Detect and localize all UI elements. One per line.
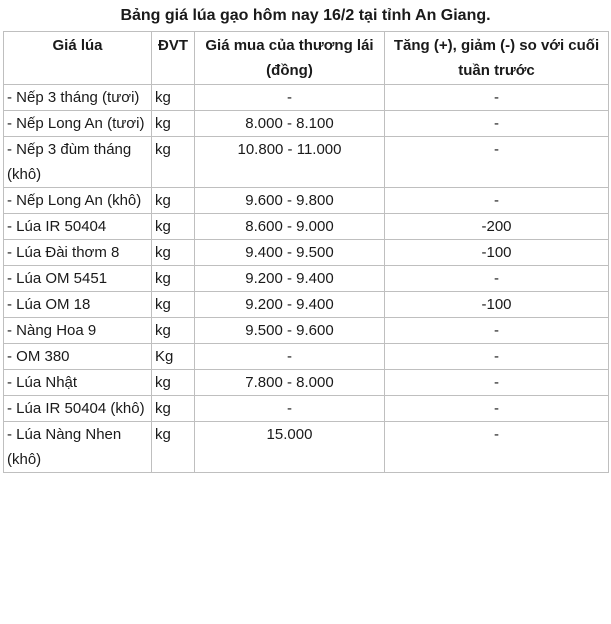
cell-price: 7.800 - 8.000	[195, 370, 385, 396]
cell-change: -	[385, 318, 609, 344]
table-row	[4, 318, 609, 344]
cell-change: -100	[385, 240, 609, 266]
cell-price: 9.600 - 9.800	[195, 188, 385, 214]
cell-price: 9.200 - 9.400	[195, 266, 385, 292]
cell-price: 10.800 - 11.000	[195, 137, 385, 188]
cell-name: - Lúa OM 18	[4, 292, 152, 318]
cell-name: - Lúa Nhật	[4, 370, 152, 396]
cell-unit: kg	[152, 214, 195, 240]
table-row	[4, 111, 609, 137]
cell-change: -100	[385, 292, 609, 318]
table-row	[4, 396, 609, 422]
cell-name: - Lúa Nàng Nhen (khô)	[4, 422, 152, 473]
cell-unit: Kg	[152, 344, 195, 370]
cell-unit: kg	[152, 85, 195, 111]
table-header-row	[4, 32, 609, 85]
table-row	[4, 266, 609, 292]
cell-change: -	[385, 111, 609, 137]
cell-name: - Lúa IR 50404	[4, 214, 152, 240]
table-row	[4, 137, 609, 188]
cell-change: -	[385, 344, 609, 370]
cell-change: -	[385, 137, 609, 188]
cell-price: 9.500 - 9.600	[195, 318, 385, 344]
cell-price: 9.400 - 9.500	[195, 240, 385, 266]
cell-name: - OM 380	[4, 344, 152, 370]
header-name: Giá lúa	[4, 32, 152, 85]
cell-name: - Nếp Long An (tươi)	[4, 111, 152, 137]
cell-change: -	[385, 266, 609, 292]
rice-price-table	[3, 31, 609, 473]
cell-unit: kg	[152, 266, 195, 292]
table-row	[4, 292, 609, 318]
cell-change: -200	[385, 214, 609, 240]
cell-unit: kg	[152, 240, 195, 266]
cell-change: -	[385, 396, 609, 422]
cell-name: - Nếp 3 đùm tháng (khô)	[4, 137, 152, 188]
cell-unit: kg	[152, 292, 195, 318]
cell-name: - Lúa Đài thơm 8	[4, 240, 152, 266]
cell-price: -	[195, 396, 385, 422]
cell-change: -	[385, 85, 609, 111]
header-unit: ĐVT	[152, 32, 195, 85]
cell-unit: kg	[152, 422, 195, 473]
table-row	[4, 85, 609, 111]
cell-change: -	[385, 188, 609, 214]
cell-name: - Nếp 3 tháng (tươi)	[4, 85, 152, 111]
cell-unit: kg	[152, 137, 195, 188]
table-row	[4, 422, 609, 473]
cell-change: -	[385, 370, 609, 396]
cell-name: - Lúa IR 50404 (khô)	[4, 396, 152, 422]
table-row	[4, 370, 609, 396]
cell-unit: kg	[152, 318, 195, 344]
cell-unit: kg	[152, 111, 195, 137]
cell-price: -	[195, 344, 385, 370]
table-row	[4, 344, 609, 370]
header-price: Giá mua của thương lái (đồng)	[195, 32, 385, 85]
cell-price: 8.600 - 9.000	[195, 214, 385, 240]
table-row	[4, 188, 609, 214]
cell-unit: kg	[152, 396, 195, 422]
table-caption: Bảng giá lúa gạo hôm nay 16/2 tại tỉnh An Giang.	[120, 7, 491, 24]
cell-name: - Nếp Long An (khô)	[4, 188, 152, 214]
cell-price: 15.000	[195, 422, 385, 473]
cell-unit: kg	[152, 188, 195, 214]
table-row	[4, 240, 609, 266]
table-row	[4, 214, 609, 240]
cell-unit: kg	[152, 370, 195, 396]
cell-name: - Lúa OM 5451	[4, 266, 152, 292]
cell-price: 8.000 - 8.100	[195, 111, 385, 137]
cell-change: -	[385, 422, 609, 473]
cell-name: - Nàng Hoa 9	[4, 318, 152, 344]
cell-price: -	[195, 85, 385, 111]
header-change: Tăng (+), giảm (-) so với cuối tuần trước	[385, 32, 609, 85]
cell-price: 9.200 - 9.400	[195, 292, 385, 318]
